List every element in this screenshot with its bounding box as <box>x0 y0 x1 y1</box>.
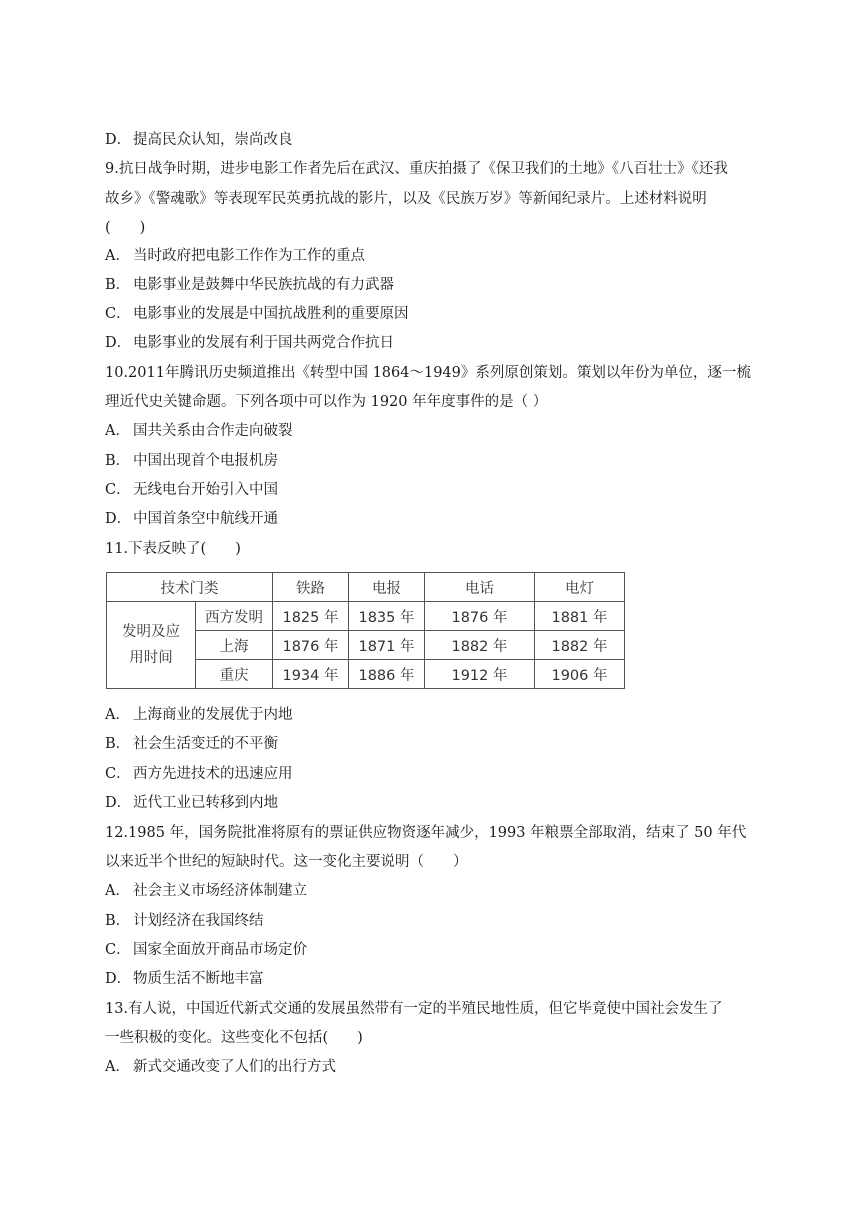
q12-option-d <box>105 969 755 989</box>
option-text: 近代工业已转移到内地 <box>133 795 278 811</box>
option-label: A． <box>105 1059 130 1075</box>
q12-option-a <box>105 881 755 901</box>
q9-option-d <box>105 333 755 353</box>
option-text: 当时政府把电影工作作为工作的重点 <box>133 248 365 264</box>
option-text: 提高民众认知，崇尚改良 <box>133 132 293 148</box>
option-text: 社会生活变迁的不平衡 <box>133 736 278 752</box>
option-text: 计划经济在我国终结 <box>133 913 264 929</box>
option-label: D． <box>105 971 132 987</box>
option-text: 中国出现首个电报机房 <box>133 453 278 469</box>
q12-option-c <box>105 940 755 960</box>
column-header: 电灯 <box>535 573 625 602</box>
q13-option-a <box>105 1057 755 1077</box>
tech-adoption-table <box>106 572 625 689</box>
row-group-label-line-1: 发明及应 <box>122 624 180 640</box>
option-label: B． <box>105 453 131 469</box>
option-text: 电影事业的发展有利于国共两党合作抗日 <box>133 335 394 351</box>
option-label: C． <box>105 942 131 958</box>
table-cell: 1876 年 <box>425 602 535 631</box>
row-header: 西方发明 <box>196 602 273 631</box>
row-header: 上海 <box>196 631 273 660</box>
table-cell: 1882 年 <box>535 631 625 660</box>
table-cell: 1906 年 <box>535 660 625 689</box>
option-text: 电影事业是鼓舞中华民族抗战的有力武器 <box>133 277 394 293</box>
row-header: 重庆 <box>196 660 273 689</box>
option-text: 国家全面放开商品市场定价 <box>133 942 307 958</box>
column-header: 电话 <box>425 573 535 602</box>
q8-option-d <box>105 130 755 150</box>
option-label: B． <box>105 277 131 293</box>
table-cell: 1934 年 <box>273 660 349 689</box>
table-cell: 1825 年 <box>273 602 349 631</box>
table-cell: 1876 年 <box>273 631 349 660</box>
q9-stem-line-1: 9.抗日战争时期，进步电影工作者先后在武汉、重庆拍摄了《保卫我们的土地》《八百壮士》《还我 <box>105 161 728 177</box>
option-label: B． <box>105 736 131 752</box>
table-corner-header: 技术门类 <box>107 573 273 602</box>
q11-option-d <box>105 793 755 813</box>
option-label: C． <box>105 766 131 782</box>
q10-stem-line-1: 10.2011年腾讯历史频道推出《转型中国 1864～1949》系列原创策划。策划以年份为单位，逐一梳 <box>105 365 751 381</box>
q11-option-b <box>105 734 755 754</box>
row-group-label <box>107 602 196 689</box>
option-text: 社会主义市场经济体制建立 <box>133 883 307 899</box>
table-header-row <box>107 573 625 602</box>
option-text: 西方先进技术的迅速应用 <box>133 766 293 782</box>
option-text: 新式交通改变了人们的出行方式 <box>133 1059 336 1075</box>
option-label: C． <box>105 306 131 322</box>
table-row <box>107 602 625 631</box>
column-header: 铁路 <box>273 573 349 602</box>
option-text: 电影事业的发展是中国抗战胜利的重要原因 <box>133 306 409 322</box>
table-cell: 1835 年 <box>349 602 425 631</box>
q12-stem-line-2: 以来近半个世纪的短缺时代。这一变化主要说明（ ） <box>105 854 468 870</box>
option-label: A． <box>105 423 130 439</box>
option-label: A． <box>105 248 130 264</box>
option-text: 中国首条空中航线开通 <box>133 511 278 527</box>
table-cell: 1882 年 <box>425 631 535 660</box>
q11-stem: 11.下表反映了( ) <box>105 541 241 557</box>
q9-stem-line-3: ( ) <box>105 220 146 236</box>
table-cell: 1912 年 <box>425 660 535 689</box>
table-cell: 1871 年 <box>349 631 425 660</box>
q10-option-c <box>105 480 755 500</box>
q12-option-b <box>105 911 755 931</box>
q11-option-a <box>105 705 755 725</box>
q11-option-c <box>105 764 755 784</box>
option-text: 无线电台开始引入中国 <box>133 482 278 498</box>
option-text: 国共关系由合作走向破裂 <box>133 423 293 439</box>
option-label: C． <box>105 482 131 498</box>
q9-option-b <box>105 275 755 295</box>
option-label: A． <box>105 707 130 723</box>
option-label: D． <box>105 335 132 351</box>
q10-option-d <box>105 509 755 529</box>
option-label: D． <box>105 511 132 527</box>
q9-stem-line-2: 故乡》《警魂歌》等表现军民英勇抗战的影片，以及《民族万岁》等新闻纪录片。上述材料说明 <box>105 191 707 207</box>
q9-option-c <box>105 304 755 324</box>
option-label: D． <box>105 132 132 148</box>
q12-stem-line-1: 12.1985 年，国务院批准将原有的票证供应物资逐年减少，1993 年粮票全部取消，结束了 50 年代 <box>105 825 747 841</box>
option-text: 物质生活不断地丰富 <box>133 971 264 987</box>
option-label: B． <box>105 913 131 929</box>
column-header: 电报 <box>349 573 425 602</box>
q10-option-a <box>105 421 755 441</box>
q13-stem-line-1: 13.有人说，中国近代新式交通的发展虽然带有一定的半殖民地性质，但它毕竟使中国社会发生了 <box>105 1001 723 1017</box>
option-text: 上海商业的发展优于内地 <box>133 707 293 723</box>
table-cell: 1881 年 <box>535 602 625 631</box>
q9-option-a <box>105 246 755 266</box>
row-group-label-line-2: 用时间 <box>129 650 173 666</box>
option-label: A． <box>105 883 130 899</box>
option-label: D． <box>105 795 132 811</box>
q10-stem-line-2: 理近代史关键命题。下列各项中可以作为 1920 年年度事件的是（ ） <box>105 394 548 410</box>
q13-stem-line-2: 一些积极的变化。这些变化不包括( ) <box>105 1030 363 1046</box>
q10-option-b <box>105 451 755 471</box>
table-cell: 1886 年 <box>349 660 425 689</box>
